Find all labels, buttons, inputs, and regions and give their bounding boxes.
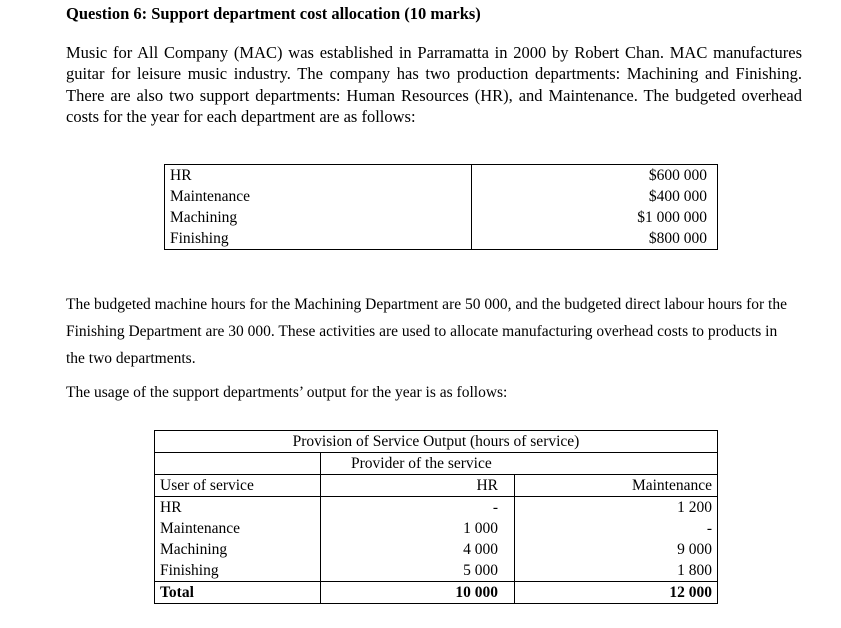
table-row xyxy=(155,539,718,560)
overhead-cost-table xyxy=(164,164,718,250)
service-output-table xyxy=(154,430,718,604)
service-table-title: Provision of Service Output (hours of service) xyxy=(155,431,718,453)
table-row xyxy=(155,518,718,539)
cost-cell: $600 000 xyxy=(472,165,718,187)
column-header-hr: HR xyxy=(321,475,515,497)
budget-paragraph: The budgeted machine hours for the Machining Department are 50 000, and the budgeted direct labour hours for the Finishing Department are 30 000. These activities are used to allocate manufacturing overhead costs to products in the two departments. xyxy=(66,296,787,367)
maintenance-cell: - xyxy=(515,518,718,539)
user-cell: Maintenance xyxy=(155,518,321,539)
user-cell: Finishing xyxy=(155,560,321,582)
department-cell: HR xyxy=(165,165,472,187)
hr-cell: 4 000 xyxy=(321,539,515,560)
user-cell: Machining xyxy=(155,539,321,560)
cost-cell: $800 000 xyxy=(472,228,718,250)
question-heading: Question 6: Support department cost allocation (10 marks) xyxy=(66,4,481,23)
total-row xyxy=(155,582,718,604)
table-row xyxy=(165,228,718,250)
total-hr: 10 000 xyxy=(321,582,515,604)
maintenance-cell: 1 800 xyxy=(515,560,718,582)
maintenance-cell: 9 000 xyxy=(515,539,718,560)
hr-cell: - xyxy=(321,497,515,519)
user-cell: HR xyxy=(155,497,321,519)
table-row xyxy=(155,497,718,519)
hr-cell: 5 000 xyxy=(321,560,515,582)
total-maintenance: 12 000 xyxy=(515,582,718,604)
table-row xyxy=(165,207,718,228)
department-cell: Finishing xyxy=(165,228,472,250)
column-header-user: User of service xyxy=(155,475,321,497)
cost-cell: $400 000 xyxy=(472,186,718,207)
cost-cell: $1 000 000 xyxy=(472,207,718,228)
department-cell: Maintenance xyxy=(165,186,472,207)
department-cell: Machining xyxy=(165,207,472,228)
table-row xyxy=(155,560,718,582)
table-row xyxy=(165,165,718,187)
hr-cell: 1 000 xyxy=(321,518,515,539)
maintenance-cell: 1 200 xyxy=(515,497,718,519)
provider-label: Provider of the service xyxy=(351,455,492,472)
table-row xyxy=(165,186,718,207)
intro-paragraph: Music for All Company (MAC) was established in Parramatta in 2000 by Robert Chan. MAC manufactures guitar for leisure music industry. The company has two production departments: Machining and Finishing. There are also two support departments: Human Resources (HR), and Maintenance. The budgeted overhead costs for the year for each department are as follows: xyxy=(66,43,802,126)
column-header-maintenance: Maintenance xyxy=(515,475,718,497)
total-label: Total xyxy=(155,582,321,604)
usage-paragraph: The usage of the support departments’ output for the year is as follows: xyxy=(66,384,508,401)
